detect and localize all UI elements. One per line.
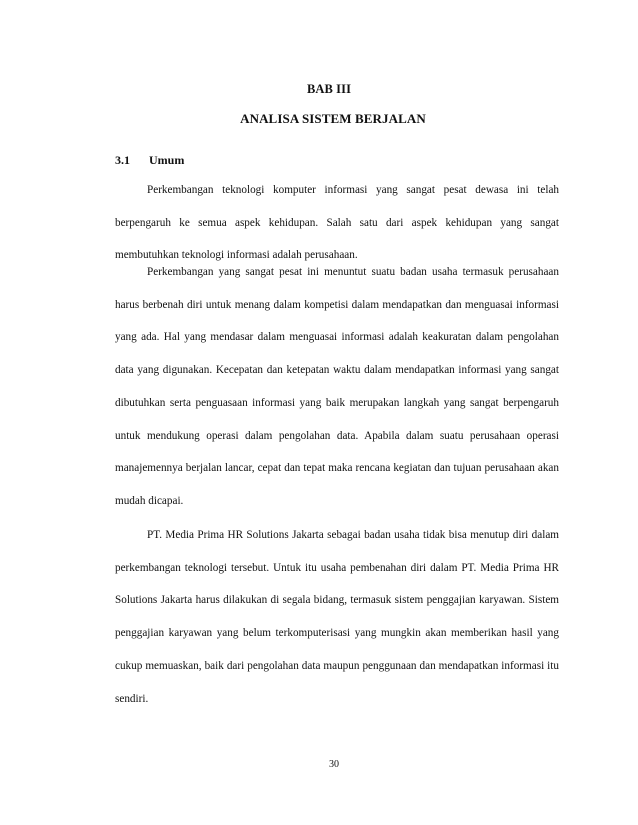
page-number: 30 xyxy=(329,759,339,770)
section-number: 3.1 xyxy=(115,153,130,167)
chapter-title: ANALISA SISTEM BERJALAN xyxy=(240,111,426,126)
section-heading xyxy=(115,153,184,168)
paragraph-1: Perkembangan teknologi komputer informasi yang sangat pesat dewasa ini telah berpengaruh ke semua aspek kehidupan. Salah satu dari aspek kehidupan yang sangat membutuhkan teknologi informasi adalah perusahaan. xyxy=(115,184,559,262)
chapter-number: BAB III xyxy=(306,82,352,96)
paragraph-3: PT. Media Prima HR Solutions Jakarta sebagai badan usaha tidak bisa menutup diri dalam perkembangan teknologi tersebut. Untuk itu usaha pembenahan diri dalam PT. Media Prima HR Solutions Jakarta harus dilakukan di segala bidang, termasuk sistem penggajian karyawan. Sistem penggajian karyawan yang belum terkomputerisasi yang mungkin akan memberikan hasil yang cukup memuaskan, baik dari pengolahan data maupun penggunaan dan mendapatkan informasi itu sendiri. xyxy=(115,529,559,705)
paragraph-2: Perkembangan yang sangat pesat ini menuntut suatu badan usaha termasuk perusahaan harus berbenah diri untuk menang dalam kompetisi dalam mendapatkan dan menguasai informasi yang ada. Hal yang mendasar dalam menguasai informasi adalah keakuratan dalam pengolahan data yang digunakan. Kecepatan dan ketepatan waktu dalam mendapatkan informasi yang sangat dibutuhkan serta penguasaan informasi yang baik merupakan langkah yang sangat berpengaruh untuk mendukung operasi dalam pengolahan data. Apabila dalam suatu perusahaan operasi manajemennya berjalan lancar, cepat dan tepat maka rencana kegiatan dan tujuan perusahaan akan mudah dicapai. xyxy=(115,266,559,507)
section-title: Umum xyxy=(149,153,185,167)
